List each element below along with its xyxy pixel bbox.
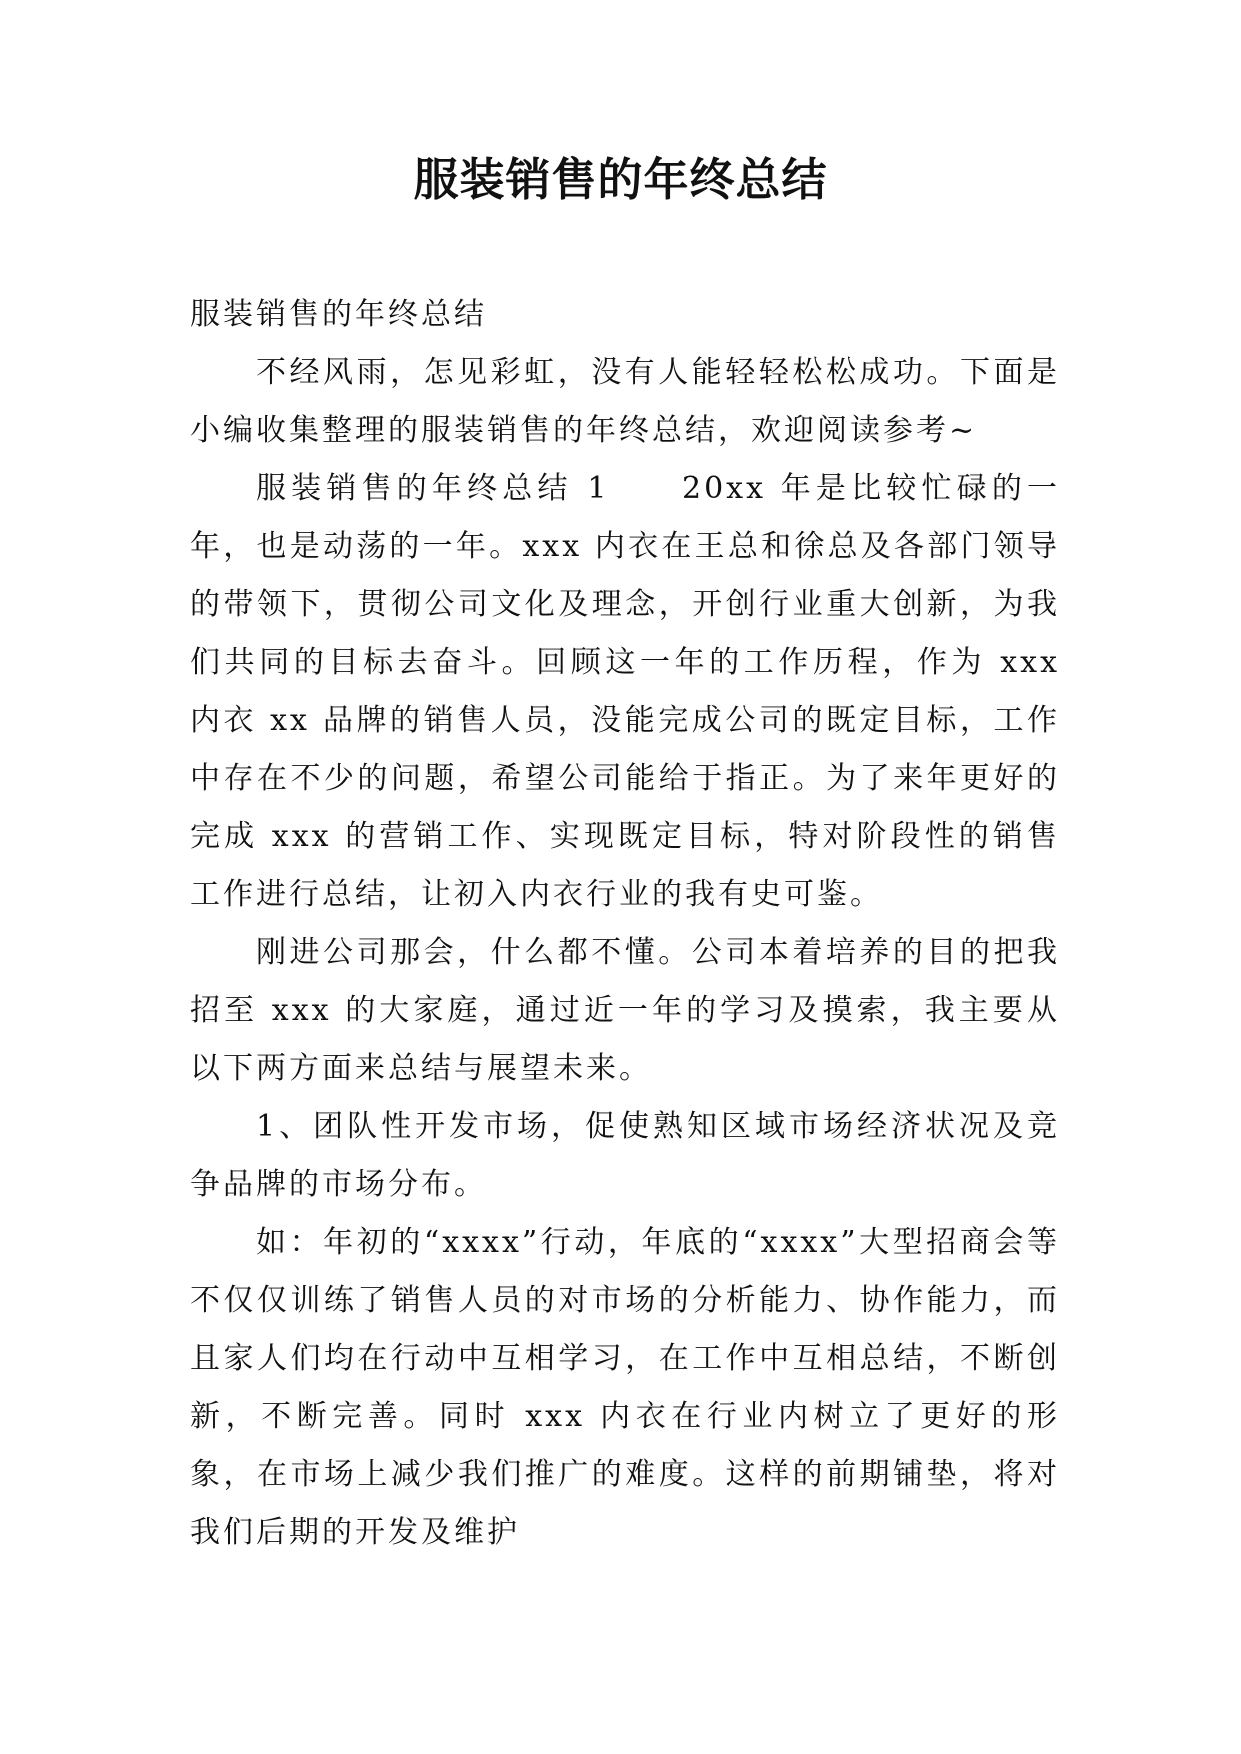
paragraph-joining-company: 刚进公司那会，什么都不懂。公司本着培养的目的把我招至 xxx 的大家庭，通过近一年的学习及摸索，我主要从以下两方面来总结与展望未来。 [190, 935, 1060, 1086]
paragraph-intro: 不经风雨，怎见彩虹，没有人能轻轻松松成功。下面是小编收集整理的服装销售的年终总结，欢迎阅读参考~ [190, 355, 1060, 448]
paragraph-summary-1: 服装销售的年终总结 1 20xx 年是比较忙碌的一年，也是动荡的一年。xxx 内衣在王总和徐总及各部门领导的带领下，贯彻公司文化及理念，开创行业重大创新，为我们共同的目标去奋斗。回顾这一年的工作历程，作为 xxx 内衣 xx 品牌的销售人员，没能完成公司的既定目标，工作中存在不少的问题，希望公司能给于指正。为了来年更好的完成 xxx 的营销工作、实现既定目标，特对阶段性的销售工作进行总结，让初入内衣行业的我有史可鉴。 [190, 471, 1060, 912]
document-subtitle: 服装销售的年终总结 [190, 297, 487, 332]
paragraph-point-1: 1、团队性开发市场，促使熟知区域市场经济状况及竞争品牌的市场分布。 [190, 1109, 1060, 1202]
document-body [190, 286, 1060, 1562]
document-title: 服装销售的年终总结 [413, 153, 828, 206]
paragraph-example: 如：年初的“xxxx”行动，年底的“xxxx”大型招商会等不仅仅训练了销售人员的对市场的分析能力、协作能力，而且家人们均在行动中互相学习，在工作中互相总结，不断创新，不断完善。同时 xxx 内衣在行业内树立了更好的形象，在市场上减少我们推广的难度。这样的前期铺垫，将对我们后期的开发及维护 [190, 1225, 1060, 1550]
